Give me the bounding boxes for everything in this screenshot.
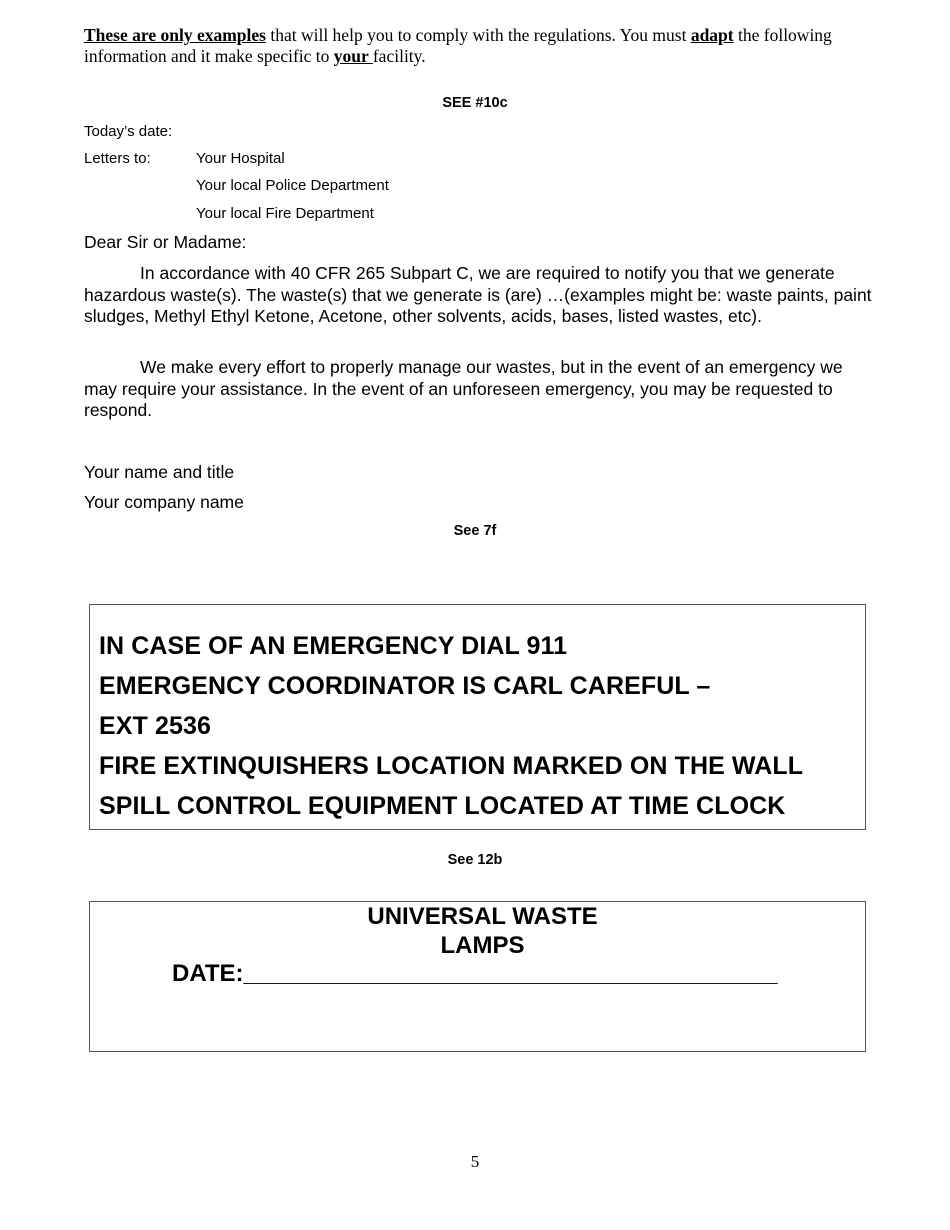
intro-text-3: facility. — [372, 46, 426, 66]
intro-your: your — [333, 46, 373, 66]
letter-paragraph-2: We make every effort to properly manage our wastes, but in the event of an emergency we may require your assistance. In the event of an unforeseen emergency, you may be requested to respond. — [84, 357, 843, 420]
letter-greeting: Dear Sir or Madame: — [84, 232, 247, 252]
emergency-line-dial-911: IN CASE OF AN EMERGENCY DIAL 911 — [99, 632, 568, 660]
see-7f-reference: See 7f — [453, 523, 497, 539]
intro-instructions — [84, 25, 874, 67]
intro-text-1: that will help you to comply with the regulations. You must — [265, 25, 691, 45]
emergency-line-coordinator: EMERGENCY COORDINATOR IS CARL CAREFUL – — [99, 672, 711, 700]
universal-waste-label — [89, 901, 866, 1052]
page-number: 5 — [470, 1152, 480, 1171]
universal-waste-title: UNIVERSAL WASTE — [367, 903, 598, 930]
intro-lead-bold: These are only examples — [84, 25, 266, 45]
intro-adapt: adapt — [690, 25, 734, 45]
see-12b-reference: See 12b — [447, 852, 503, 868]
emergency-line-spill-control: SPILL CONTROL EQUIPMENT LOCATED AT TIME CLOCK — [99, 792, 786, 820]
signature-name-title: Your name and title — [84, 462, 235, 482]
see-10c-reference: SEE #10c — [442, 95, 508, 111]
emergency-line-extinguishers: FIRE EXTINQUISHERS LOCATION MARKED ON THE WALL — [99, 752, 804, 780]
letter-paragraph-1: In accordance with 40 CFR 265 Subpart C, we are required to notify you that we generate hazardous waste(s). The waste(s) that we generate is (are) …(examples might be: waste paints, paint sludges, Methyl Ethyl Ketone, Acetone, other solvents, acids, bases, listed wastes, etc). — [84, 263, 872, 326]
signature-company: Your company name — [84, 492, 244, 512]
todays-date-label: Today’s date: — [84, 123, 173, 140]
recipient-fire: Your local Fire Department — [196, 205, 374, 222]
universal-waste-date-line: DATE:________________________________________ — [172, 960, 778, 987]
intro-text-2: the following information and it make specific to — [84, 25, 832, 66]
universal-waste-subtitle: LAMPS — [440, 932, 525, 959]
recipient-police: Your local Police Department — [196, 177, 389, 194]
recipient-hospital: Your Hospital — [196, 150, 285, 167]
emergency-sign — [89, 604, 866, 830]
emergency-line-extension: EXT 2536 — [99, 712, 211, 740]
letters-to-label: Letters to: — [84, 150, 151, 167]
